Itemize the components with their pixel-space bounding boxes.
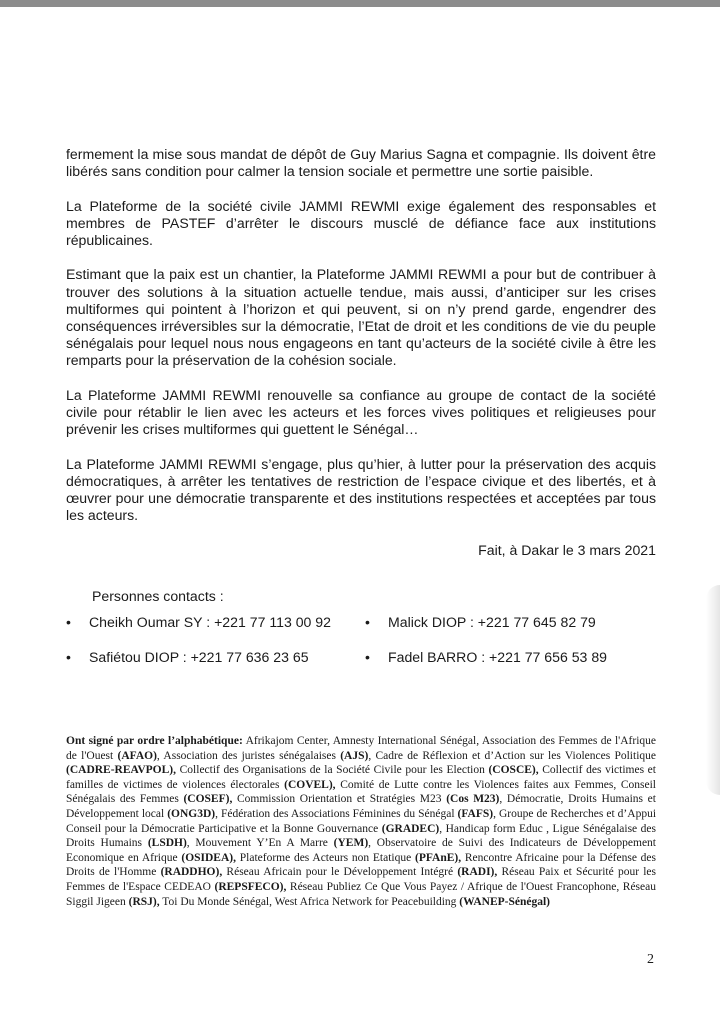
contact-text: Safiétou DIOP : +221 77 636 23 65 xyxy=(89,649,309,665)
signatory-text: Afrikajom Center, Amnesty International Sénégal, Association des Femmes de l'Afrique de l'Ouest xyxy=(66,735,656,762)
contact-item xyxy=(365,649,607,665)
date-line: Fait, à Dakar le 3 mars 2021 xyxy=(478,541,656,558)
page-number: 2 xyxy=(647,952,654,967)
signatory-text: Comité de Lutte contre les Violences faites aux Femmes, Conseil Sénégalais des Femmes xyxy=(66,778,656,806)
signatory-acronym: (YEM) xyxy=(333,837,369,850)
signatory-text: , Handicap form Educ , Ligue Sénégalaise des Droits Humains xyxy=(66,822,656,850)
signatory-text: , Mouvement Y’En A Marre xyxy=(186,837,334,850)
signatory-text: , Cadre de Réflexion et d’Action sur les Violences Politique xyxy=(368,749,656,762)
letter-body xyxy=(66,146,656,576)
contacts-title: Personnes contacts : xyxy=(92,588,224,604)
signatory-acronym: (GRADEC) xyxy=(381,822,440,835)
signatory-text: , Démocratie, Droits Humains et Développement local xyxy=(66,793,656,820)
signatory-text: Collectif des victimes et familles de victimes de violences électorales xyxy=(66,764,656,791)
signatory-acronym: (PFAnE), xyxy=(414,851,462,864)
signatory-text: Réseau Publiez Ce Que Vous Payez / Afrique de l'Ouest Francophone, Réseau Siggil Jigeen xyxy=(66,880,656,908)
signatory-acronym: (Cos M23) xyxy=(446,793,500,806)
paragraph-pastef-demand: La Plateforme de la société civile JAMMI REWMI exige également des responsables et membres de PASTEF d’arrêter le discours musclé de défiance face aux institutions républicaines. xyxy=(66,197,656,248)
contact-item xyxy=(66,649,309,665)
signatory-acronym: (REPSFECO), xyxy=(214,880,287,893)
bullet-icon: • xyxy=(365,614,370,630)
signatories-list xyxy=(66,734,656,909)
signatory-acronym: (CADRE-REAVPOL), xyxy=(66,764,176,777)
signatory-text: Réseau Paix et Sécurité pour les Femmes de l'Espace CEDEAO xyxy=(66,866,657,893)
signatory-acronym: Ont signé par ordre l’alphabétique: xyxy=(66,735,243,747)
signatory-acronym: (RSJ), xyxy=(128,895,160,908)
signatory-acronym: (ONG3D) xyxy=(167,807,216,820)
signatory-text: , Groupe de Recherches et d’Appui Conseil pour la Démocratie Participative et la Bonne Gouvernance xyxy=(66,807,657,835)
signatory-text: , Association des juristes sénégalaises xyxy=(156,749,341,762)
contact-text: Cheikh Oumar SY : +221 77 113 00 92 xyxy=(89,614,331,630)
signatory-acronym: (FAFS) xyxy=(457,807,494,820)
signatory-acronym: (LSDH) xyxy=(147,837,187,850)
signatory-acronym: (COSEF), xyxy=(183,793,233,806)
signatory-acronym: (RADDHO), xyxy=(160,866,223,879)
signatory-text: Collectif des Organisations de la Société Civile pour les Election xyxy=(176,764,489,777)
signatory-text: Réseau Africain pour le Développement Intégré xyxy=(222,866,458,879)
signatory-acronym: (WANEP-Sénégal) xyxy=(459,895,550,908)
contact-text: Malick DIOP : +221 77 645 82 79 xyxy=(388,614,596,630)
contact-item xyxy=(66,614,331,630)
signatory-acronym: (COVEL), xyxy=(284,778,336,791)
paragraph-contact-group-confidence: La Plateforme JAMMI REWMI renouvelle sa confiance au groupe de contact de la société civile pour rétablir le lien avec les acteurs et les forces vives politiques et religieuses pour prévenir les crises multiformes qui guettent le Sénégal… xyxy=(66,386,656,438)
bullet-icon: • xyxy=(66,614,71,630)
signatory-text: Rencontre Africaine pour la Défense des Droits de l'Homme xyxy=(66,851,657,879)
signatory-text: , Fédération des Associations Féminines du Sénégal xyxy=(215,807,458,820)
contact-text: Fadel BARRO : +221 77 656 53 89 xyxy=(388,649,607,665)
signatory-acronym: (COSCE), xyxy=(488,764,539,777)
paragraph-peace-objective: Estimant que la paix est un chantier, la Plateforme JAMMI REWMI a pour but de contribuer à trouver des solutions à la situation actuelle tendue, mais aussi, d’anticiper sur les crises multiformes qui pointent à l’horizon et qui peuvent, si on n’y prend garde, engendrer des conséquences irréversibles sur la démocratie, l’Etat de droit et les conditions de vie du peuple sénégalais pour lequel nous nous engageons en tant qu’acteurs de la société civile à être les remparts pour la préservation de la cohésion sociale. xyxy=(66,266,656,369)
signatory-acronym: (OSIDEA), xyxy=(181,851,236,864)
signatory-acronym: (AFAO) xyxy=(117,749,157,762)
bullet-icon: • xyxy=(66,649,71,665)
signatory-text: , Observatoire de Suivi des Indicateurs de Développement Economique en Afrique xyxy=(66,837,656,864)
paragraph-commitment: La Plateforme JAMMI REWMI s’engage, plus qu’hier, à lutter pour la préservation des acquis démocratiques, à arrêter les tentatives de restriction de l’espace civique et des libertés, et à œuvrer pour une démocratie transparente et des institutions respectées et acceptées par tous les acteurs. xyxy=(66,455,656,524)
bullet-icon: • xyxy=(365,649,370,665)
signatory-text: Plateforme des Acteurs non Etatique xyxy=(236,851,415,864)
paragraph-release-demand: fermement la mise sous mandat de dépôt de Guy Marius Sagna et compagnie. Ils doivent être libérés sans condition pour calmer la tension sociale et permettre une sortie paisible. xyxy=(66,146,656,180)
signatory-text: Commission Orientation et Stratégies M23 xyxy=(232,793,447,806)
contact-item xyxy=(365,614,596,630)
signatory-text: Toi Du Monde Sénégal, West Africa Network for Peacebuilding xyxy=(159,895,460,908)
signatory-acronym: (RADI), xyxy=(457,866,498,879)
signatory-acronym: (AJS) xyxy=(340,749,369,762)
top-border-bar xyxy=(0,0,720,7)
page-edge-shadow xyxy=(706,585,720,795)
